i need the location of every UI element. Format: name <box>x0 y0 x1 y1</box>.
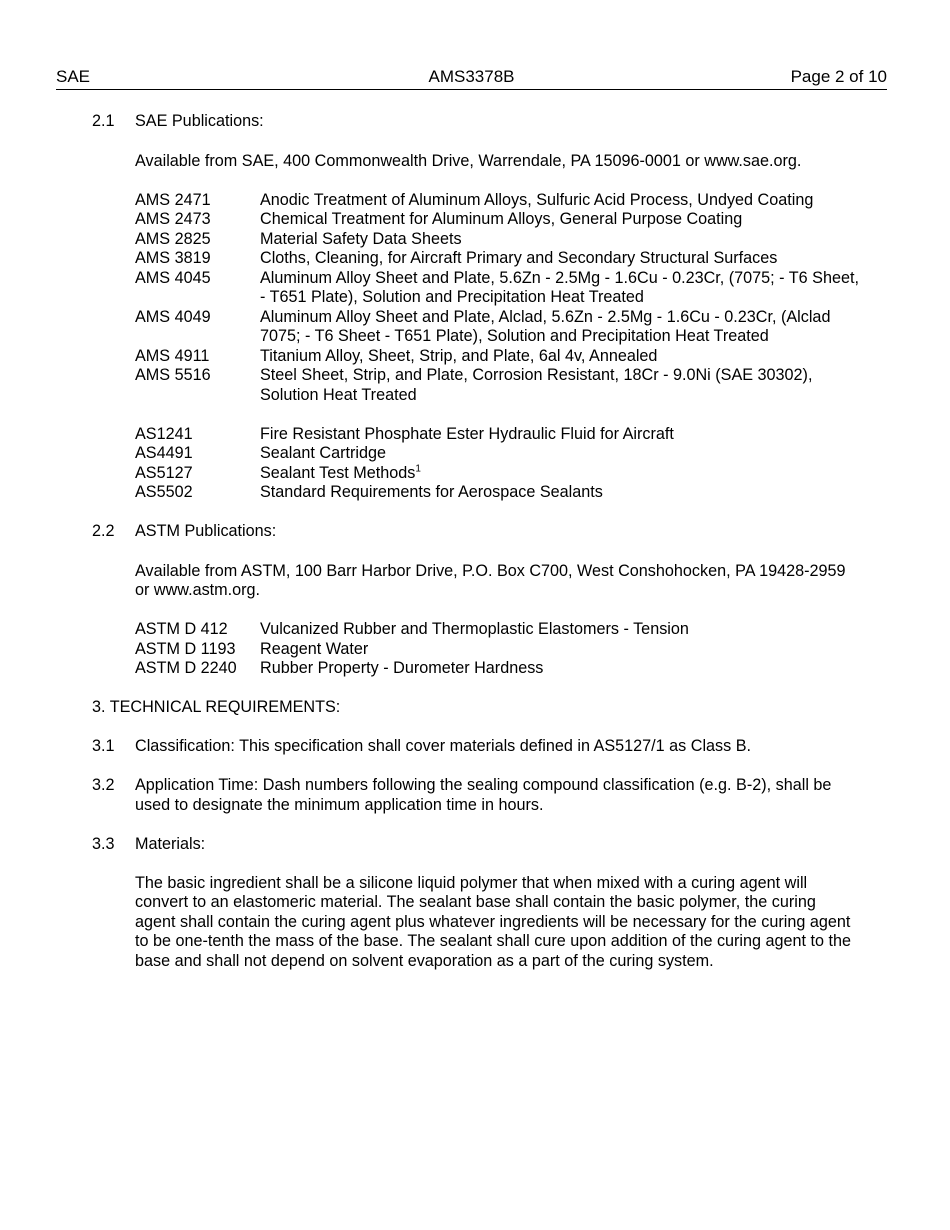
header-page-number: Page 2 of 10 <box>790 67 887 86</box>
reference-code: AS5127 <box>135 463 193 482</box>
reference-code: ASTM D 412 <box>135 620 228 638</box>
reference-title: Cloths, Cleaning, for Aircraft Primary and Secondary Structural Surfaces <box>260 249 778 267</box>
reference-row <box>135 249 950 269</box>
paragraph-text: Application Time: Dash numbers following the sealing compound classification (e.g. B-2), shall be used to designate the minimum application time in hours. <box>135 776 832 814</box>
paragraph-3-2 <box>0 776 950 815</box>
reference-row <box>135 620 950 640</box>
paragraph-number: 3.3 <box>92 834 115 853</box>
sae-availability: Available from SAE, 400 Commonwealth Drive, Warrendale, PA 15096-0001 or www.sae.org. <box>135 151 802 170</box>
reference-row <box>135 366 950 405</box>
section-title: ASTM Publications: <box>135 522 277 540</box>
ams-reference-list <box>135 191 950 406</box>
section-title: SAE Publications: <box>135 112 264 130</box>
reference-title: Sealant Cartridge <box>260 444 386 462</box>
paragraph-number: 3.1 <box>92 737 115 755</box>
header-doc-number: AMS3378B <box>428 67 515 86</box>
section-number: 2.1 <box>92 112 115 130</box>
reference-row <box>135 191 950 211</box>
reference-title <box>260 464 860 484</box>
paragraph-title: Materials: <box>135 834 206 853</box>
reference-title: Anodic Treatment of Aluminum Alloys, Sulfuric Acid Process, Undyed Coating <box>260 190 814 209</box>
paragraph-3-3-heading <box>0 835 950 855</box>
reference-code: AMS 2825 <box>135 229 211 248</box>
reference-code: AMS 4049 <box>135 307 211 326</box>
reference-code: AMS 4045 <box>135 268 211 287</box>
reference-row <box>135 659 950 679</box>
reference-title: Aluminum Alloy Sheet and Plate, Alclad, 5.6Zn - 2.5Mg - 1.6Cu - 0.23Cr, (Alclad 7075; - T6 Sheet - T651 Plate), Solution and Precipitation Heat Treated <box>260 307 831 345</box>
reference-code: ASTM D 2240 <box>135 659 237 677</box>
reference-title: Steel Sheet, Strip, and Plate, Corrosion Resistant, 18Cr - 9.0Ni (SAE 30302), Solution Heat Treated <box>260 366 813 404</box>
paragraph-text: Classification: This specification shall cover materials defined in AS5127/1 as Class B. <box>135 737 752 755</box>
section-3-heading: 3. TECHNICAL REQUIREMENTS: <box>92 698 341 716</box>
reference-code: AMS 4911 <box>135 346 210 365</box>
reference-title: Material Safety Data Sheets <box>260 229 462 248</box>
reference-code: AS1241 <box>135 424 193 443</box>
document-body <box>0 112 950 971</box>
astm-reference-list <box>135 620 950 679</box>
footnote-marker: 1 <box>415 463 421 475</box>
reference-code: AMS 3819 <box>135 249 211 267</box>
paragraph-3-1 <box>0 737 950 757</box>
reference-title: Fire Resistant Phosphate Ester Hydraulic Fluid for Aircraft <box>260 424 674 443</box>
reference-code: ASTM D 1193 <box>135 639 236 658</box>
reference-code: AMS 2471 <box>135 190 211 209</box>
reference-title: Standard Requirements for Aerospace Sealants <box>260 483 603 501</box>
reference-row <box>135 483 950 503</box>
reference-title: Vulcanized Rubber and Thermoplastic Elastomers - Tension <box>260 620 689 638</box>
reference-row <box>135 640 950 660</box>
reference-code: AMS 5516 <box>135 366 211 384</box>
reference-row <box>135 444 950 464</box>
reference-code: AS4491 <box>135 444 193 462</box>
section-number: 2.2 <box>92 522 115 540</box>
reference-code: AS5502 <box>135 483 193 501</box>
reference-row <box>135 425 950 445</box>
reference-row <box>135 210 950 230</box>
as-reference-list <box>135 425 950 503</box>
reference-title: Aluminum Alloy Sheet and Plate, 5.6Zn - 2.5Mg - 1.6Cu - 0.23Cr, (7075; - T6 Sheet, - T651 Plate), Solution and Precipitation Heat Treated <box>260 268 859 306</box>
reference-title-text: Sealant Test Methods <box>260 463 416 482</box>
section-2-1-heading <box>0 112 950 132</box>
reference-code: AMS 2473 <box>135 210 211 228</box>
reference-row <box>135 269 950 308</box>
header-org: SAE <box>56 67 91 86</box>
reference-title: Reagent Water <box>260 639 369 658</box>
reference-row <box>135 308 950 347</box>
paragraph-number: 3.2 <box>92 776 115 794</box>
reference-title: Rubber Property - Durometer Hardness <box>260 659 544 677</box>
reference-title: Titanium Alloy, Sheet, Strip, and Plate, 6al 4v, Annealed <box>260 346 658 365</box>
reference-title: Chemical Treatment for Aluminum Alloys, General Purpose Coating <box>260 210 743 228</box>
reference-row <box>135 230 950 250</box>
astm-availability: Available from ASTM, 100 Barr Harbor Drive, P.O. Box C700, West Conshohocken, PA 19428-2959 or www.astm.org. <box>135 561 846 599</box>
page-header <box>56 67 887 90</box>
materials-paragraph: The basic ingredient shall be a silicone liquid polymer that when mixed with a curing agent will convert to an elastomeric material. The sealant base shall contain the basic polymer, the curing agent shall contain the curing agent plus whatever ingredients will be necessary for the curing agent to be one-tenth the mass of the base. The sealant shall cure upon addition of the curing agent to the base and shall not depend on solvent evaporation as a part of the curing system. <box>135 873 852 970</box>
reference-row <box>135 347 950 367</box>
section-2-2-heading <box>0 522 950 542</box>
reference-row <box>135 464 950 484</box>
